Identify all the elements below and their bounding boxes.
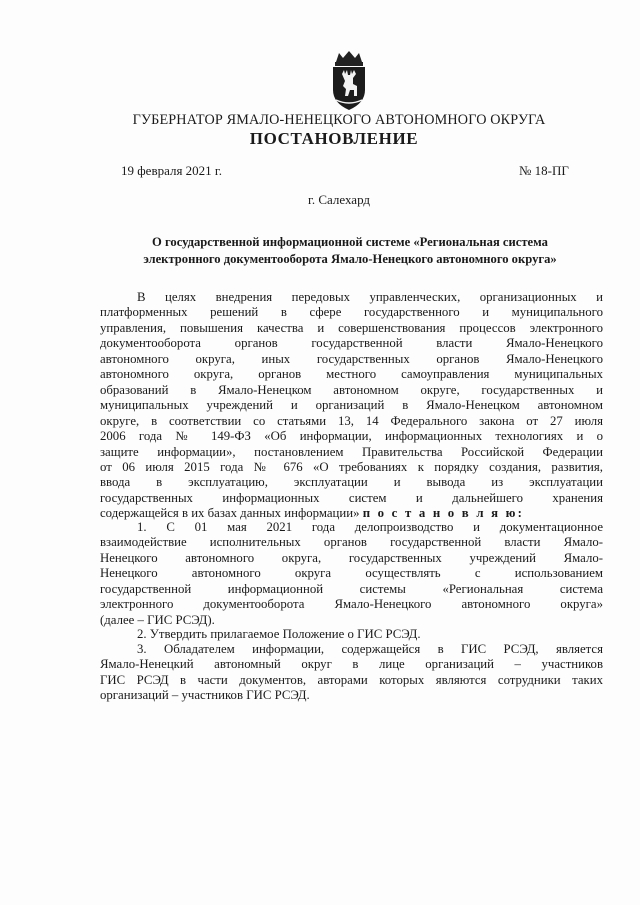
item-1-line: электронного документооборота Ямало-Ненецкого автономного округа» <box>100 597 603 612</box>
item-2-paragraph <box>100 627 603 642</box>
preamble-line: автономного округа, иных государственных органов Ямало-Ненецкого <box>100 351 603 366</box>
document-city: г. Салехард <box>307 192 371 207</box>
item-1-line: (далее – ГИС РСЭД). <box>100 612 215 627</box>
coat-of-arms-icon <box>324 50 374 112</box>
document-date: 19 февраля 2021 г. <box>121 163 223 178</box>
item-3-line: 3. Обладателем информации, содержащейся в ГИС РСЭД, является <box>137 642 603 656</box>
preamble-line: ввода в эксплуатацию, эксплуатации и вывода из эксплуатации <box>100 475 603 490</box>
item-1-line: 1. С 01 мая 2021 года делопроизводство и документационное <box>137 520 603 534</box>
item-1-line: Ненецкого автономного округа осуществлять с использованием <box>100 566 603 581</box>
preamble-last-text: содержащейся в их базах данных информации» <box>100 506 360 521</box>
item-3-line: организаций – участников ГИС РСЭД. <box>100 688 310 703</box>
resolve-word: п о с т а н о в л я ю: <box>362 506 525 521</box>
item-3-line: Ямало-Ненецкий автономный округ в лице организаций – участников <box>100 657 603 672</box>
item-3-line: ГИС РСЭД в части документов, авторами которых являются сотрудники таких <box>100 672 603 687</box>
preamble-line: от 06 июля 2015 года № 676 «О требованиях к порядку создания, развития, <box>100 459 603 474</box>
preamble-paragraph <box>100 290 603 522</box>
preamble-line: В целях внедрения передовых управленческих, организационных и <box>137 290 603 304</box>
item-1-paragraph <box>100 520 603 628</box>
preamble-line: платформенных решений в сфере государственного и муниципального <box>100 305 603 320</box>
document-title-line-2: электронного документооборота Ямало-Ненецкого автономного округа» <box>143 252 557 266</box>
preamble-line: защите информации», постановлением Правительства Российской Федерации <box>100 444 603 459</box>
preamble-line: 2006 года № 149-ФЗ «Об информации, информационных технологиях и о <box>100 429 603 444</box>
preamble-line: автономного округа, органов местного самоуправления муниципальных <box>100 367 603 382</box>
item-1-line: Ненецкого автономного округа, государственных учреждений Ямало- <box>100 550 603 565</box>
document-number: № 18-ПГ <box>519 163 569 178</box>
preamble-line: муниципальных учреждений и организаций в Ямало-Ненецком автономном <box>100 398 603 413</box>
item-1-line: государственной информационной системы «Региональная система <box>100 581 603 596</box>
item-3-paragraph <box>100 642 603 704</box>
item-1-line: взаимодействие исполнительных органов государственной власти Ямало- <box>100 535 603 550</box>
document-title-line-1: О государственной информационной системе «Региональная система <box>152 235 548 249</box>
preamble-line: управления, повышения качества и совершенствования процессов электронного <box>100 320 603 335</box>
issuer-heading: ГУБЕРНАТОР ЯМАЛО-НЕНЕЦКОГО АВТОНОМНОГО ОКРУГА <box>132 112 546 128</box>
item-2-line: 2. Утвердить прилагаемое Положение о ГИС РСЭД. <box>137 627 421 641</box>
preamble-line: образований в Ямало-Ненецком автономном округе, государственных и <box>100 382 603 397</box>
document-type-heading: ПОСТАНОВЛЕНИЕ <box>249 129 419 148</box>
preamble-line: документооборота органов государственной власти Ямало-Ненецкого <box>100 336 603 351</box>
document-title <box>90 234 610 268</box>
preamble-line: государственных информационных систем и дальнейшего хранения <box>100 490 603 505</box>
preamble-line: округе, в соответствии со статьями 13, 14 Федерального закона от 27 июля <box>100 413 603 428</box>
